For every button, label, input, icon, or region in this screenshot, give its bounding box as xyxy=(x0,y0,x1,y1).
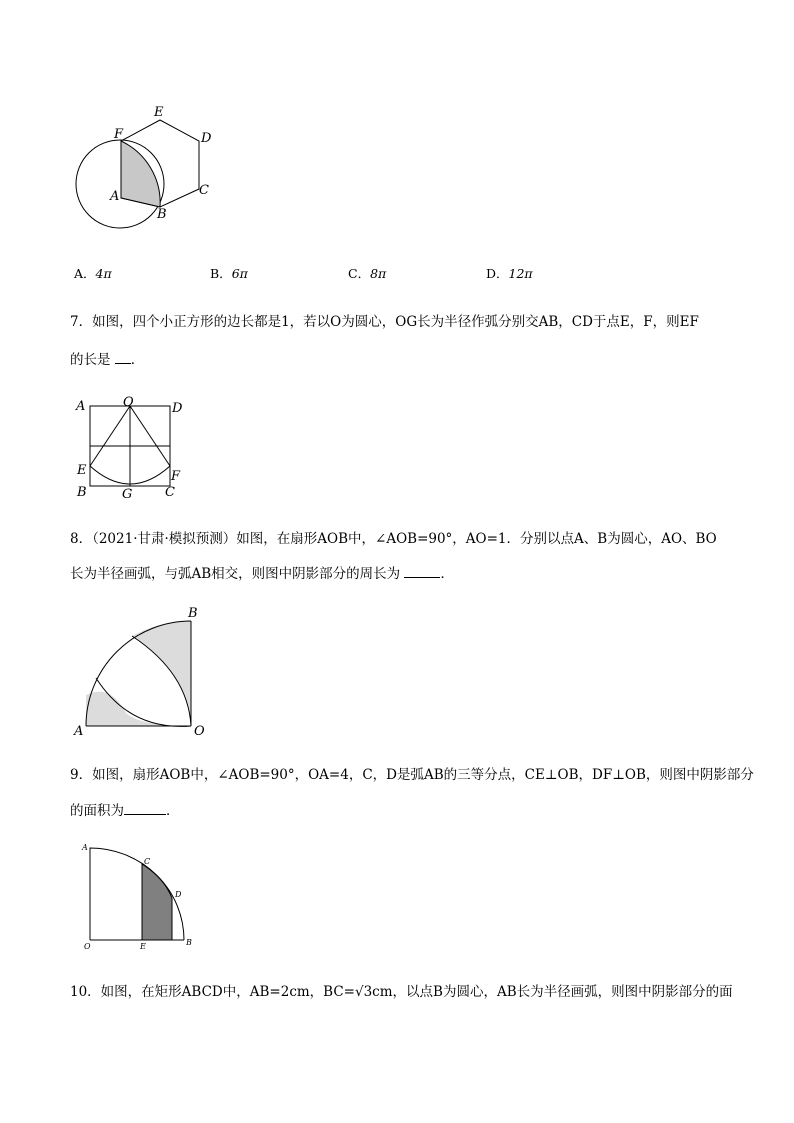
svg-text:B: B xyxy=(186,938,192,947)
q8-answer-blank[interactable] xyxy=(404,563,440,578)
label-B: B xyxy=(157,207,167,222)
figure-q8 xyxy=(70,603,220,743)
svg-text:F: F xyxy=(171,469,181,484)
svg-text:D: D xyxy=(175,890,182,899)
q6-option-c: C．8π xyxy=(348,266,387,281)
q8-line2: 长为半径画弧，与弧AB相交，则图中阴影部分的周长为 ． xyxy=(70,563,454,584)
svg-text:O: O xyxy=(194,724,205,739)
q8-line1: 8．（2021·甘肃·模拟预测）如图，在扇形AOB中，∠AOB=90°，AO=1．分别以点A、B为圆心，AO、BO xyxy=(70,531,717,547)
q7-line2: 的长是 ． xyxy=(70,349,144,370)
svg-text:O: O xyxy=(123,395,134,410)
label-E: E xyxy=(154,105,164,120)
q9-line2: 的面积为 ． xyxy=(70,800,180,821)
svg-text:A: A xyxy=(76,399,86,414)
figure-q6 xyxy=(70,100,220,235)
svg-text:A: A xyxy=(82,843,88,852)
q6-option-d: D．12π xyxy=(486,266,533,281)
svg-text:E: E xyxy=(140,942,146,951)
figure-q9 xyxy=(76,838,206,953)
label-D: D xyxy=(201,131,212,146)
svg-text:G: G xyxy=(122,487,133,502)
q7-answer-blank[interactable] xyxy=(115,349,131,364)
svg-text:D: D xyxy=(172,401,183,416)
svg-text:B: B xyxy=(188,606,198,621)
q6-option-b: B．6π xyxy=(210,266,248,281)
svg-text:C: C xyxy=(165,485,175,500)
label-F: F xyxy=(114,127,124,142)
label-A: A xyxy=(110,189,120,204)
label-C: C xyxy=(199,183,209,198)
svg-text:C: C xyxy=(144,857,151,866)
shaded-lens xyxy=(121,141,160,207)
svg-text:A: A xyxy=(74,724,84,739)
svg-text:E: E xyxy=(77,463,87,478)
svg-text:B: B xyxy=(77,485,87,500)
q9-line1: 9．如图，扇形AOB中，∠AOB=90°，OA=4，C，D是弧AB的三等分点，CE⊥OB，DF⊥OB，则图中阴影部分 xyxy=(70,767,754,783)
svg-text:O: O xyxy=(84,942,91,951)
q10-line1: 10．如图，在矩形ABCD中，AB=2cm，BC=√3cm，以点B为圆心，AB长为半径画弧，则图中阴影部分的面 xyxy=(70,984,733,1000)
q7-line1: 7．如图，四个小正方形的边长都是1，若以O为圆心，OG长为半径作弧分别交AB，CD于点E，F，则EF xyxy=(70,314,699,330)
q6-option-a: A．4π xyxy=(74,266,112,281)
q9-answer-blank[interactable] xyxy=(124,800,166,815)
figure-q7 xyxy=(70,392,190,502)
